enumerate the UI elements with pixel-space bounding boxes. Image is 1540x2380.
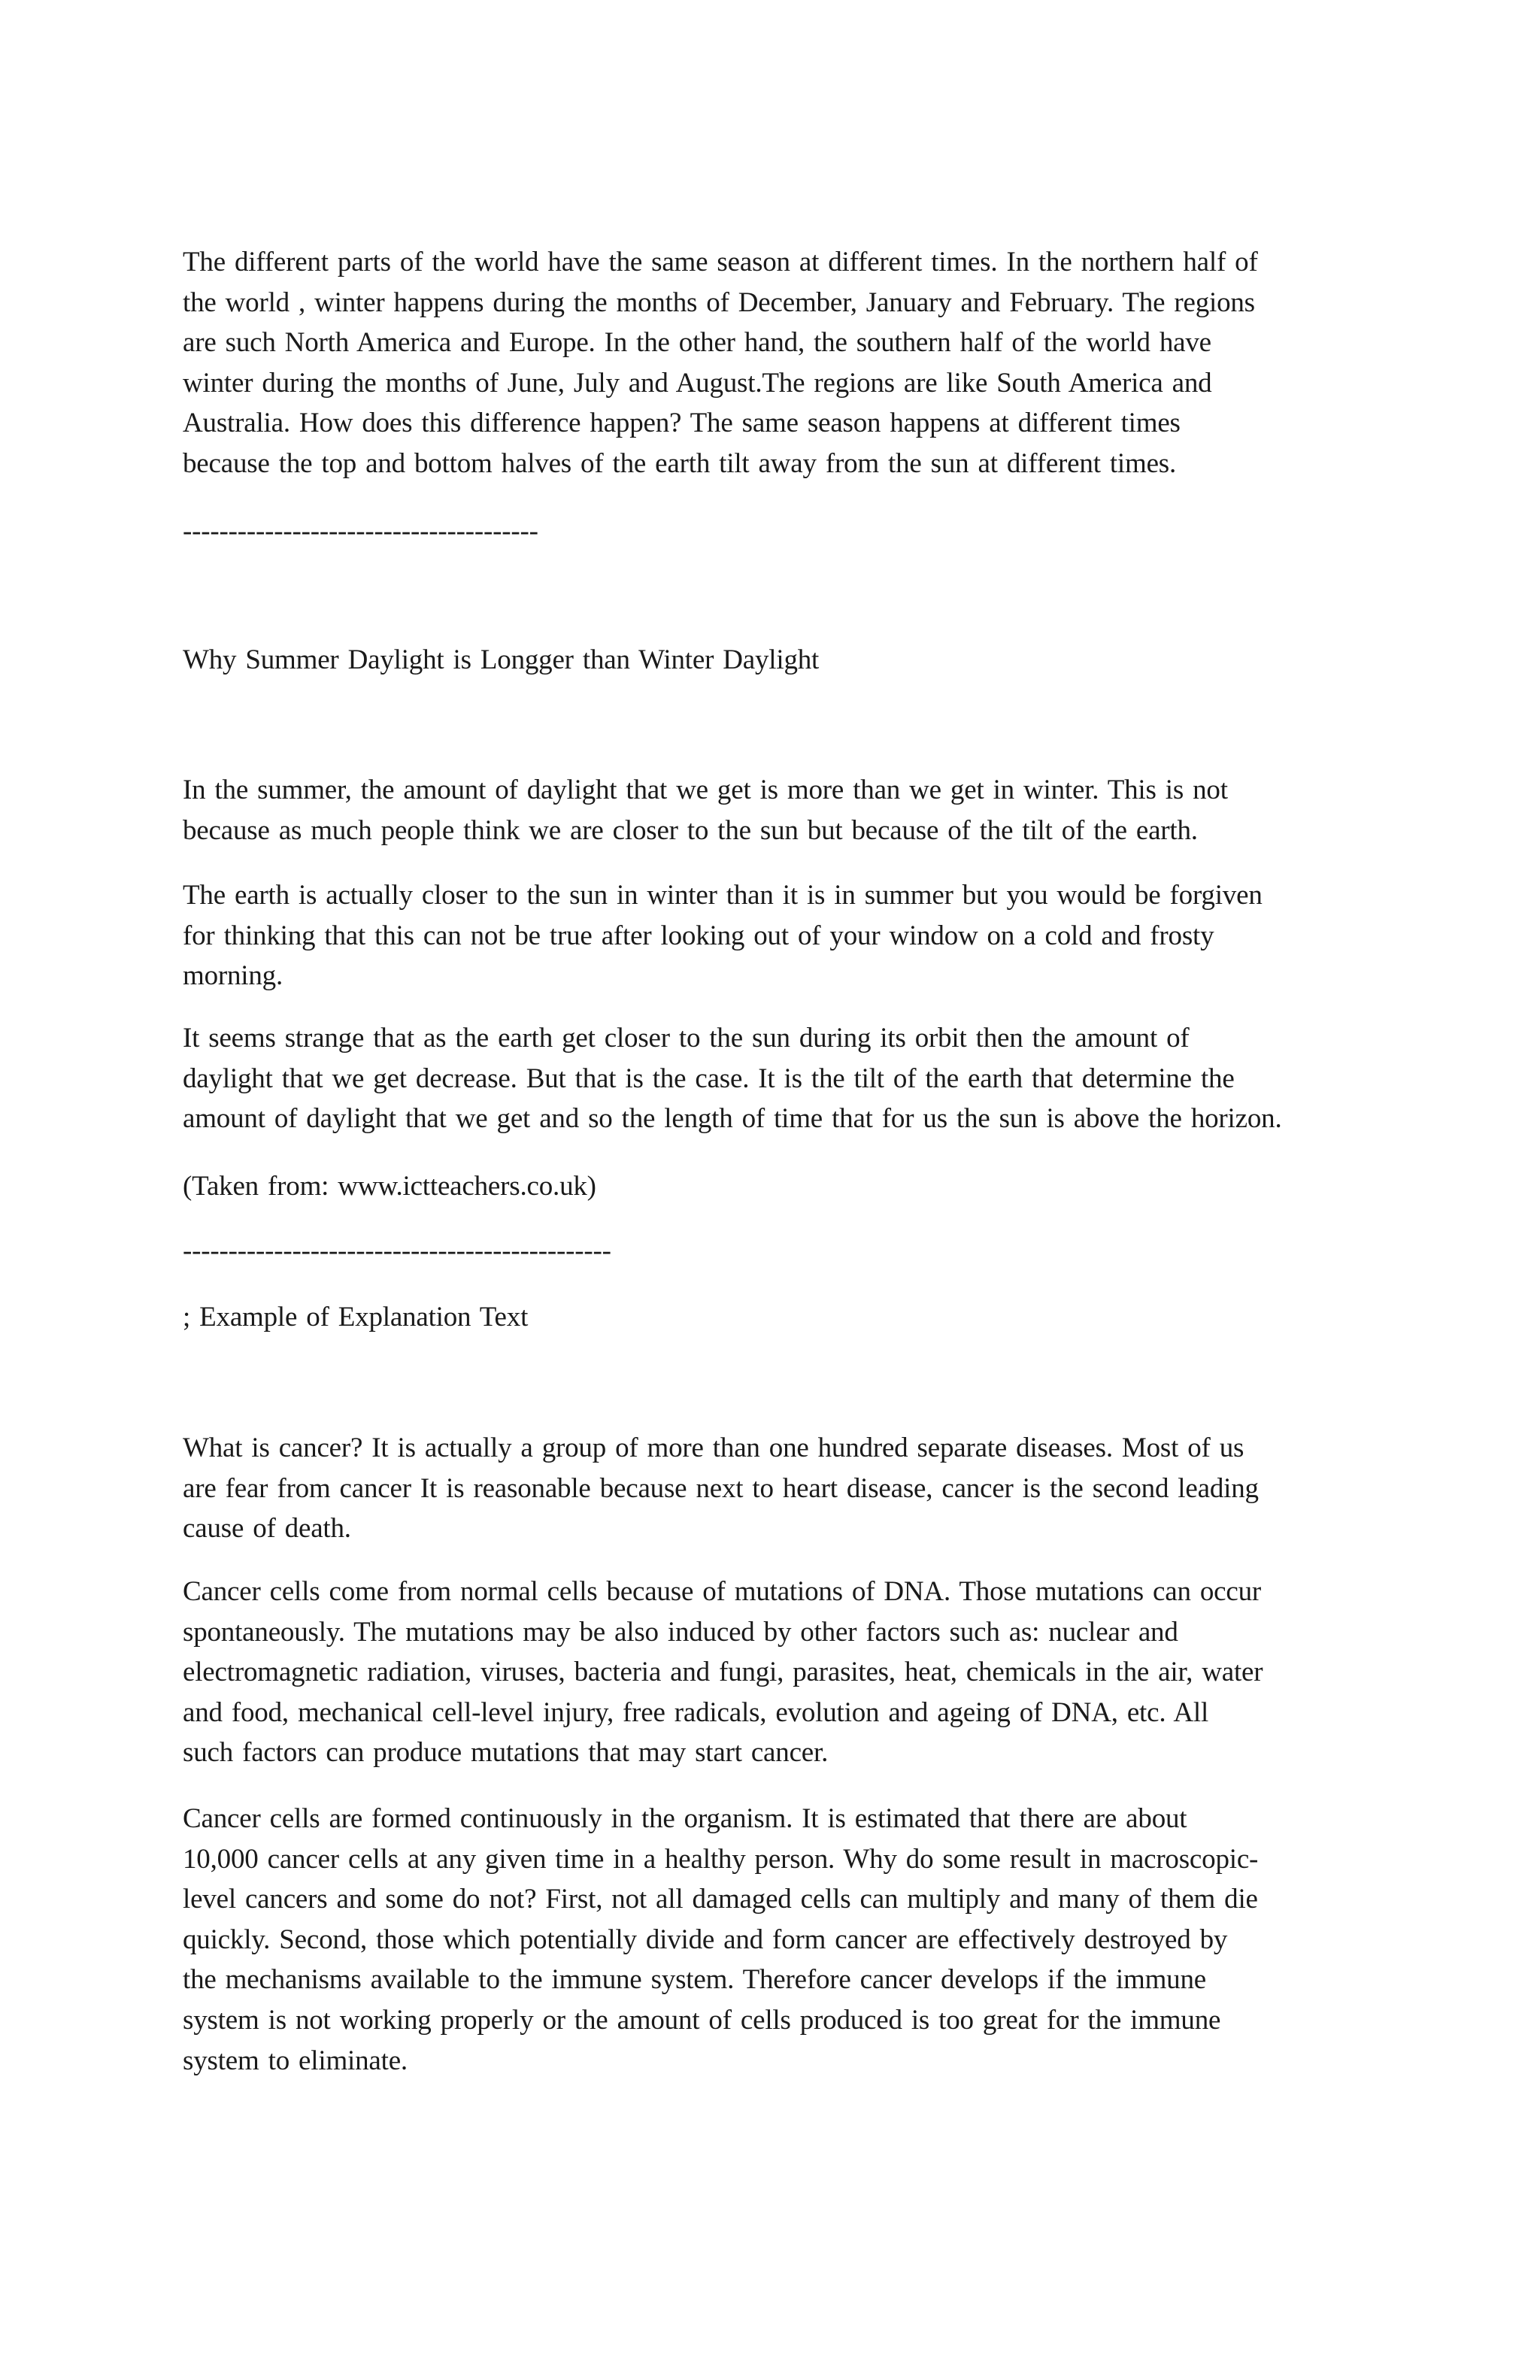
daylight-title: Why Summer Daylight is Longger than Winter Daylight bbox=[183, 644, 820, 675]
text-line: Cancer cells are formed continuously in the organism. It is estimated that there are about bbox=[183, 1803, 1187, 1834]
text-line: because as much people think we are closer to the sun but because of the tilt of the earth. bbox=[183, 814, 1198, 846]
text-line: cause of death. bbox=[183, 1513, 351, 1545]
text-line: are such North America and Europe. In the other hand, the southern half of the world have bbox=[183, 327, 1211, 359]
section-heading bbox=[183, 1297, 1356, 1337]
text-line: The earth is actually closer to the sun in winter than it is in summer but you would be forgiven bbox=[183, 880, 1263, 911]
section-title bbox=[183, 640, 1356, 680]
source-note-text: (Taken from: www.ictteachers.co.uk) bbox=[183, 1171, 596, 1202]
cancer-paragraph-3 bbox=[183, 1799, 1356, 2081]
text-line: and food, mechanical cell-level injury, free radicals, evolution and ageing of DNA, etc. All bbox=[183, 1696, 1209, 1728]
text-line: such factors can produce mutations that may start cancer. bbox=[183, 1737, 829, 1769]
text-line: morning. bbox=[183, 960, 283, 992]
example-heading: ; Example of Explanation Text bbox=[183, 1302, 529, 1332]
text-line: electromagnetic radiation, viruses, bacteria and fungi, parasites, heat, chemicals in the air, water bbox=[183, 1657, 1263, 1688]
text-line: system to eliminate. bbox=[183, 2045, 408, 2076]
daylight-paragraph-2 bbox=[183, 875, 1356, 996]
text-line: winter during the months of June, July and August.The regions are like South America and bbox=[183, 367, 1212, 399]
separator-line bbox=[183, 511, 1356, 551]
text-line: Cancer cells come from normal cells because of mutations of DNA. Those mutations can occur bbox=[183, 1576, 1262, 1607]
text-line: quickly. Second, those which potentially divide and form cancer are effectively destroyed by bbox=[183, 1924, 1228, 1955]
cancer-paragraph-2 bbox=[183, 1572, 1356, 1773]
source-note bbox=[183, 1166, 1356, 1206]
text-line: the world , winter happens during the months of December, January and February. The regions bbox=[183, 287, 1255, 318]
text-line: are fear from cancer It is reasonable because next to heart disease, cancer is the second leading bbox=[183, 1472, 1259, 1504]
text-line: level cancers and some do not? First, not all damaged cells can multiply and many of them die bbox=[183, 1884, 1258, 1915]
text-line: It seems strange that as the earth get closer to the sun during its orbit then the amount of bbox=[183, 1023, 1190, 1054]
text-line: The different parts of the world have the same season at different times. In the northern half of bbox=[183, 247, 1258, 277]
text-line: In the summer, the amount of daylight that we get is more than we get in winter. This is not bbox=[183, 775, 1228, 805]
text-line: the mechanisms available to the immune system. Therefore cancer develops if the immune bbox=[183, 1964, 1206, 1996]
text-line: What is cancer? It is actually a group of more than one hundred separate diseases. Most of us bbox=[183, 1433, 1244, 1463]
text-line: daylight that we get decrease. But that is the case. It is the tilt of the earth that determine the bbox=[183, 1063, 1235, 1094]
seasons-paragraph bbox=[183, 242, 1356, 484]
text-line: system is not working properly or the amount of cells produced is too great for the immune bbox=[183, 2004, 1221, 2036]
text-line: for thinking that this can not be true after looking out of your window on a cold and frosty bbox=[183, 920, 1214, 951]
text-line: Australia. How does this difference happen? The same season happens at different times bbox=[183, 408, 1181, 439]
daylight-paragraph-3 bbox=[183, 1018, 1356, 1139]
text-line: because the top and bottom halves of the earth tilt away from the sun at different times. bbox=[183, 447, 1177, 479]
text-line: 10,000 cancer cells at any given time in a healthy person. Why do some result in macroscopic- bbox=[183, 1843, 1259, 1875]
separator-text: ----------------------------------------------- bbox=[183, 1235, 611, 1266]
separator-text: --------------------------------------- bbox=[183, 516, 538, 547]
text-line: spontaneously. The mutations may be also induced by other factors such as: nuclear and bbox=[183, 1616, 1178, 1648]
separator-line bbox=[183, 1231, 1356, 1271]
cancer-paragraph-1 bbox=[183, 1428, 1356, 1549]
daylight-paragraph-1 bbox=[183, 770, 1356, 850]
text-line: amount of daylight that we get and so the length of time that for us the sun is above the horizon. bbox=[183, 1103, 1282, 1135]
